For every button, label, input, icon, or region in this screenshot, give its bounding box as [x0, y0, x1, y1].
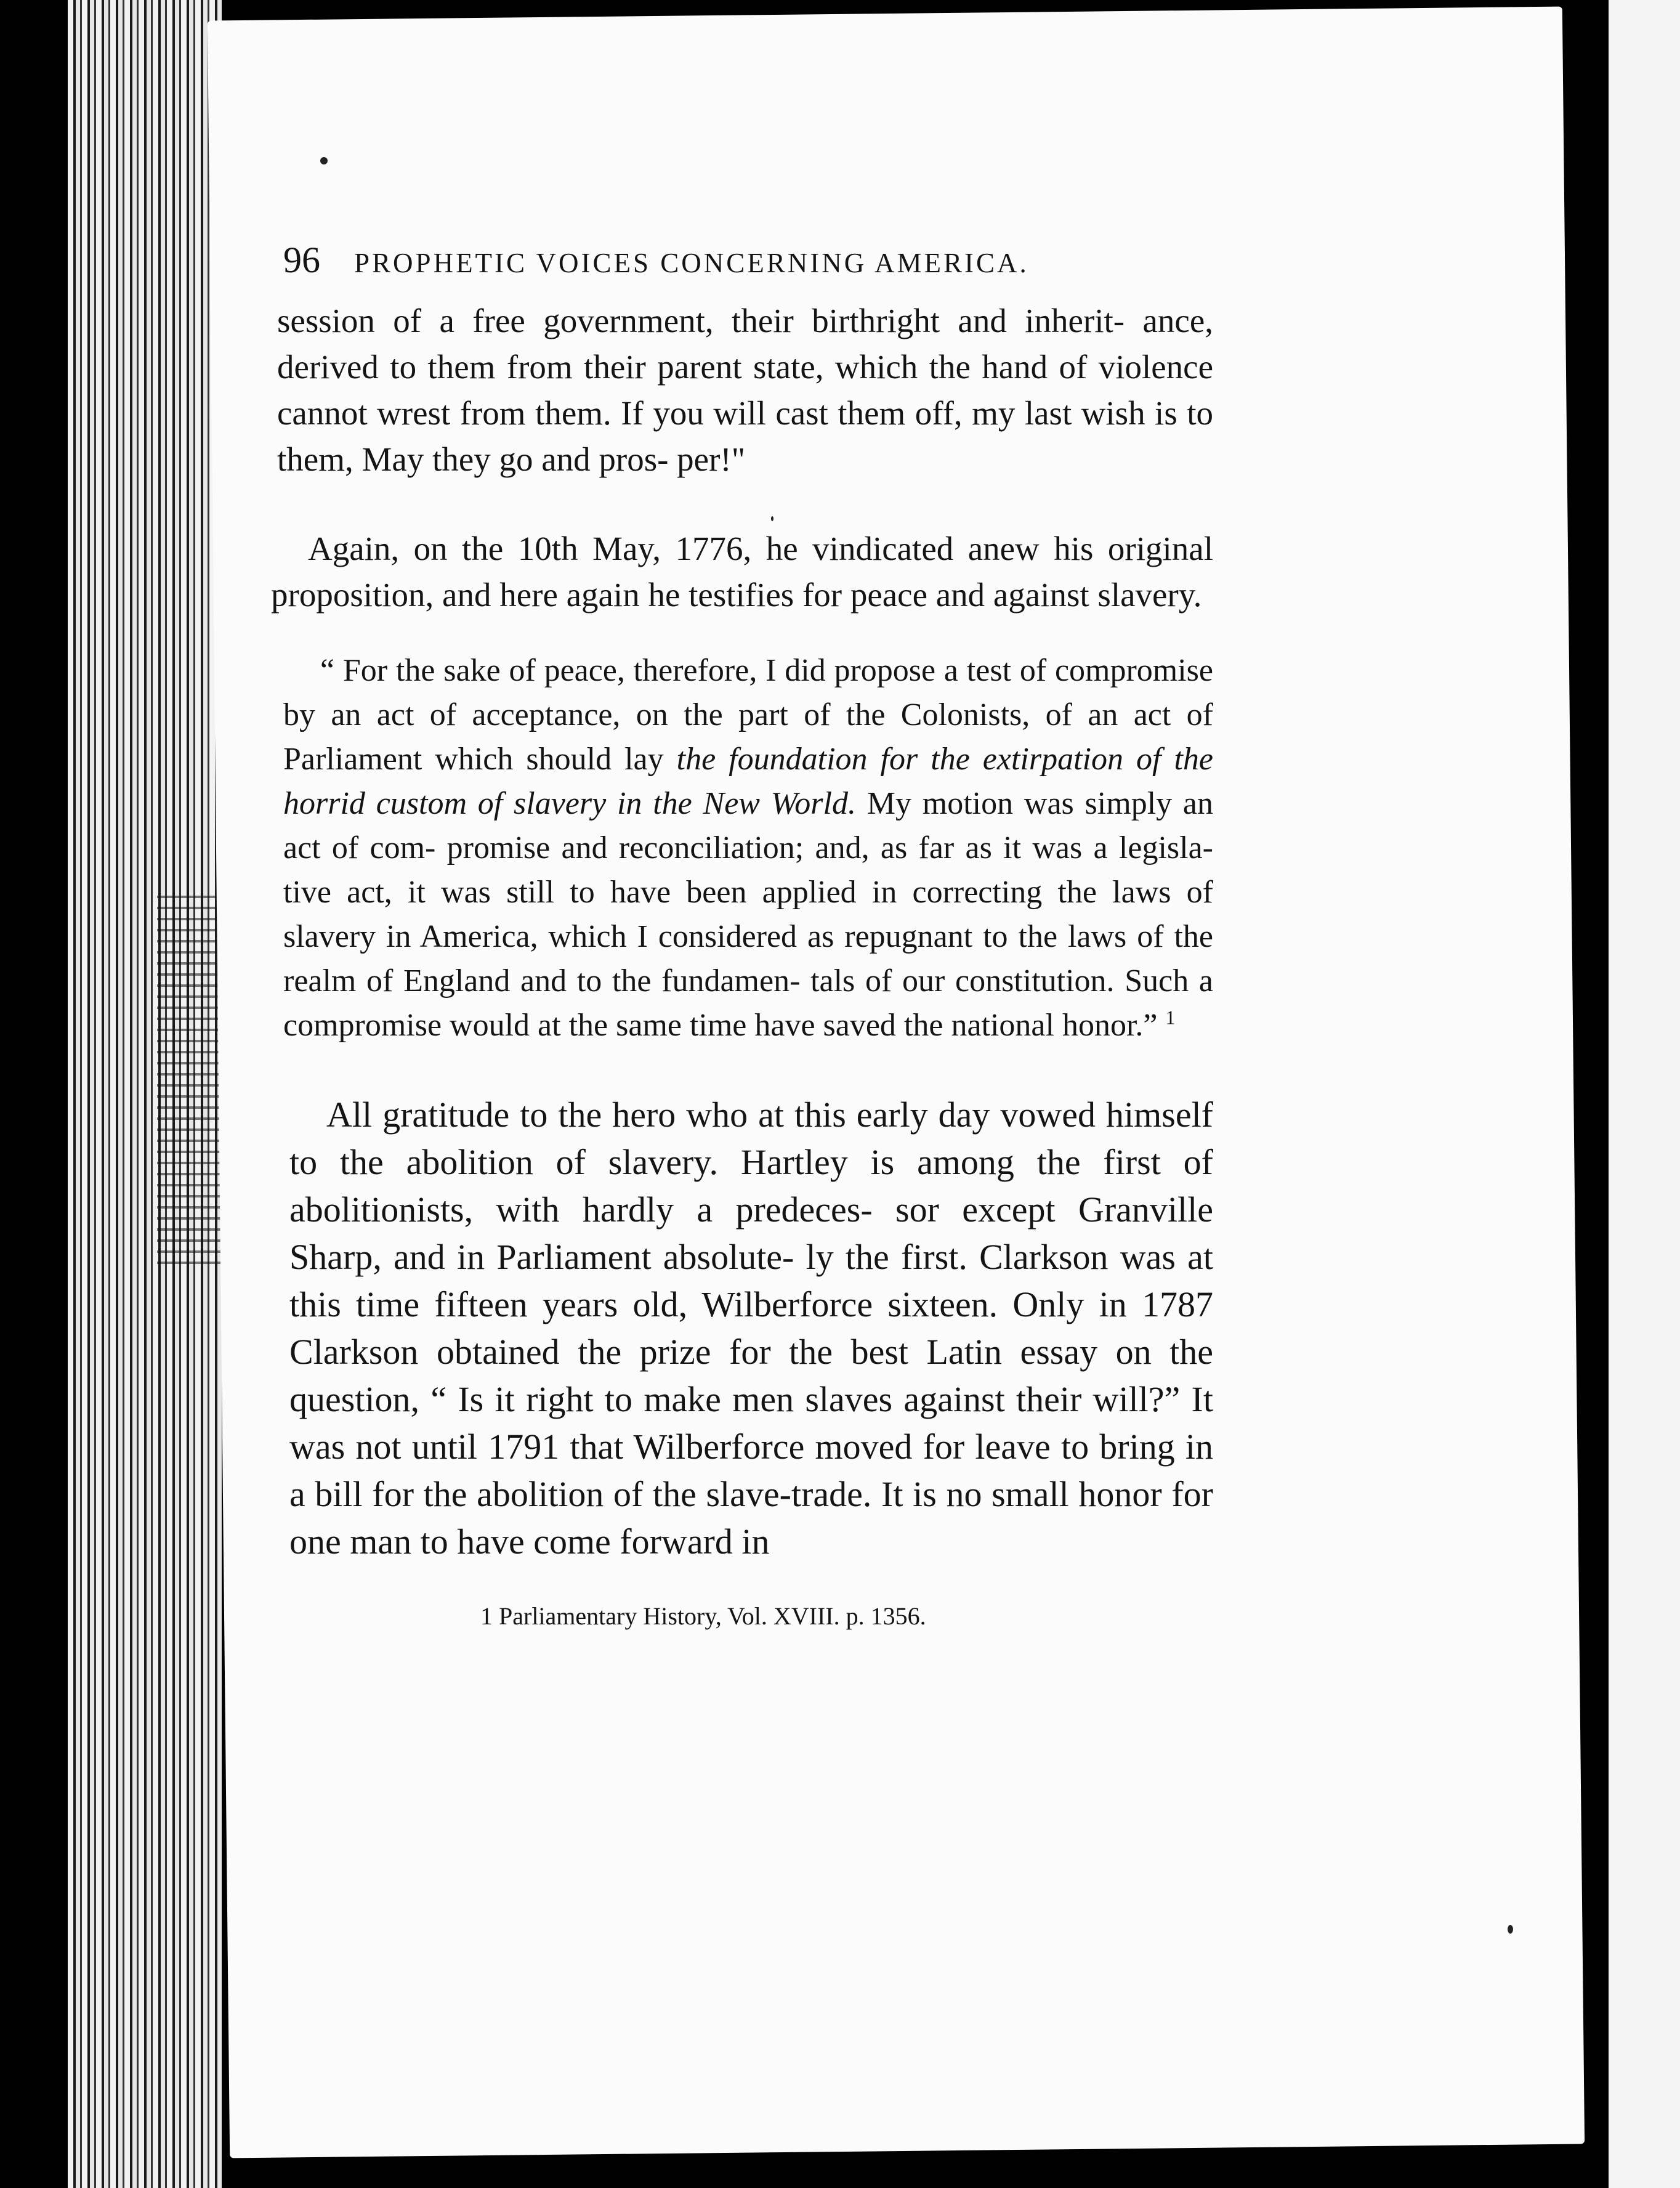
speck	[1508, 1925, 1513, 1934]
quote-italic-text: the foundation for the extirpation of the horrid custom of slavery in the New World.	[283, 742, 1213, 821]
paragraph-continued: session of a free government, their birthright and inherit- ance, derived to them from their parent state, which the hand of violence cannot wrest from them. If you will cast them off, my last wish is to them, May they go and pros- per!"	[277, 302, 1213, 478]
block-quote	[283, 649, 1213, 1048]
quote-text: “ For the sake of peace, therefore, I did propose a test of compromise by an act of acceptance, on the part of the Colonists, of an act of Parliament which should lay	[283, 653, 1213, 777]
running-title: PROPHETIC VOICES CONCERNING AMERICA.	[354, 248, 1029, 278]
speck	[320, 157, 328, 164]
footnote: 1 Parliamentary History, Vol. XVIII. p. 1356.	[480, 1602, 926, 1630]
paragraph: Again, on the 10th May, 1776, he vindicated anew his original proposition, and here again he testifies for peace and against slavery.	[271, 530, 1213, 614]
footnote-reference: 1	[1165, 1006, 1176, 1029]
paragraph: All gratitude to the hero who at this early day vowed himself to the abolition of slavery. Hartley is among the first of abolitionists, with hardly a predeces- sor except Granville Sharp, and in Parliament absolute- ly the first. Clarkson was at this time fifteen years old, Wilberforce sixteen. Only in 1787 Clarkson obtained the prize for the best Latin essay on the question, “ Is it right to make men slaves against their will?” It was not until 1791 that Wilberforce moved for leave to bring in a bill for the abolition of the slave-trade. It is no small honor for one man to have come forward in	[289, 1095, 1213, 1562]
text-block	[271, 237, 1213, 1639]
page-number: 96	[283, 240, 320, 280]
running-head	[283, 237, 1213, 286]
facing-page-edge	[1595, 0, 1680, 2188]
quote-text: My motion was simply an act of com- promise and reconciliation; and, as far as it was a legisla- tive act, it was still to have been applied in correcting the laws of slavery in America, which I considered as repugnant to the laws of the realm of England and to the fundamen- tals of our constitution. Such a compromise would at the same time have saved the national honor.”	[283, 786, 1214, 1043]
